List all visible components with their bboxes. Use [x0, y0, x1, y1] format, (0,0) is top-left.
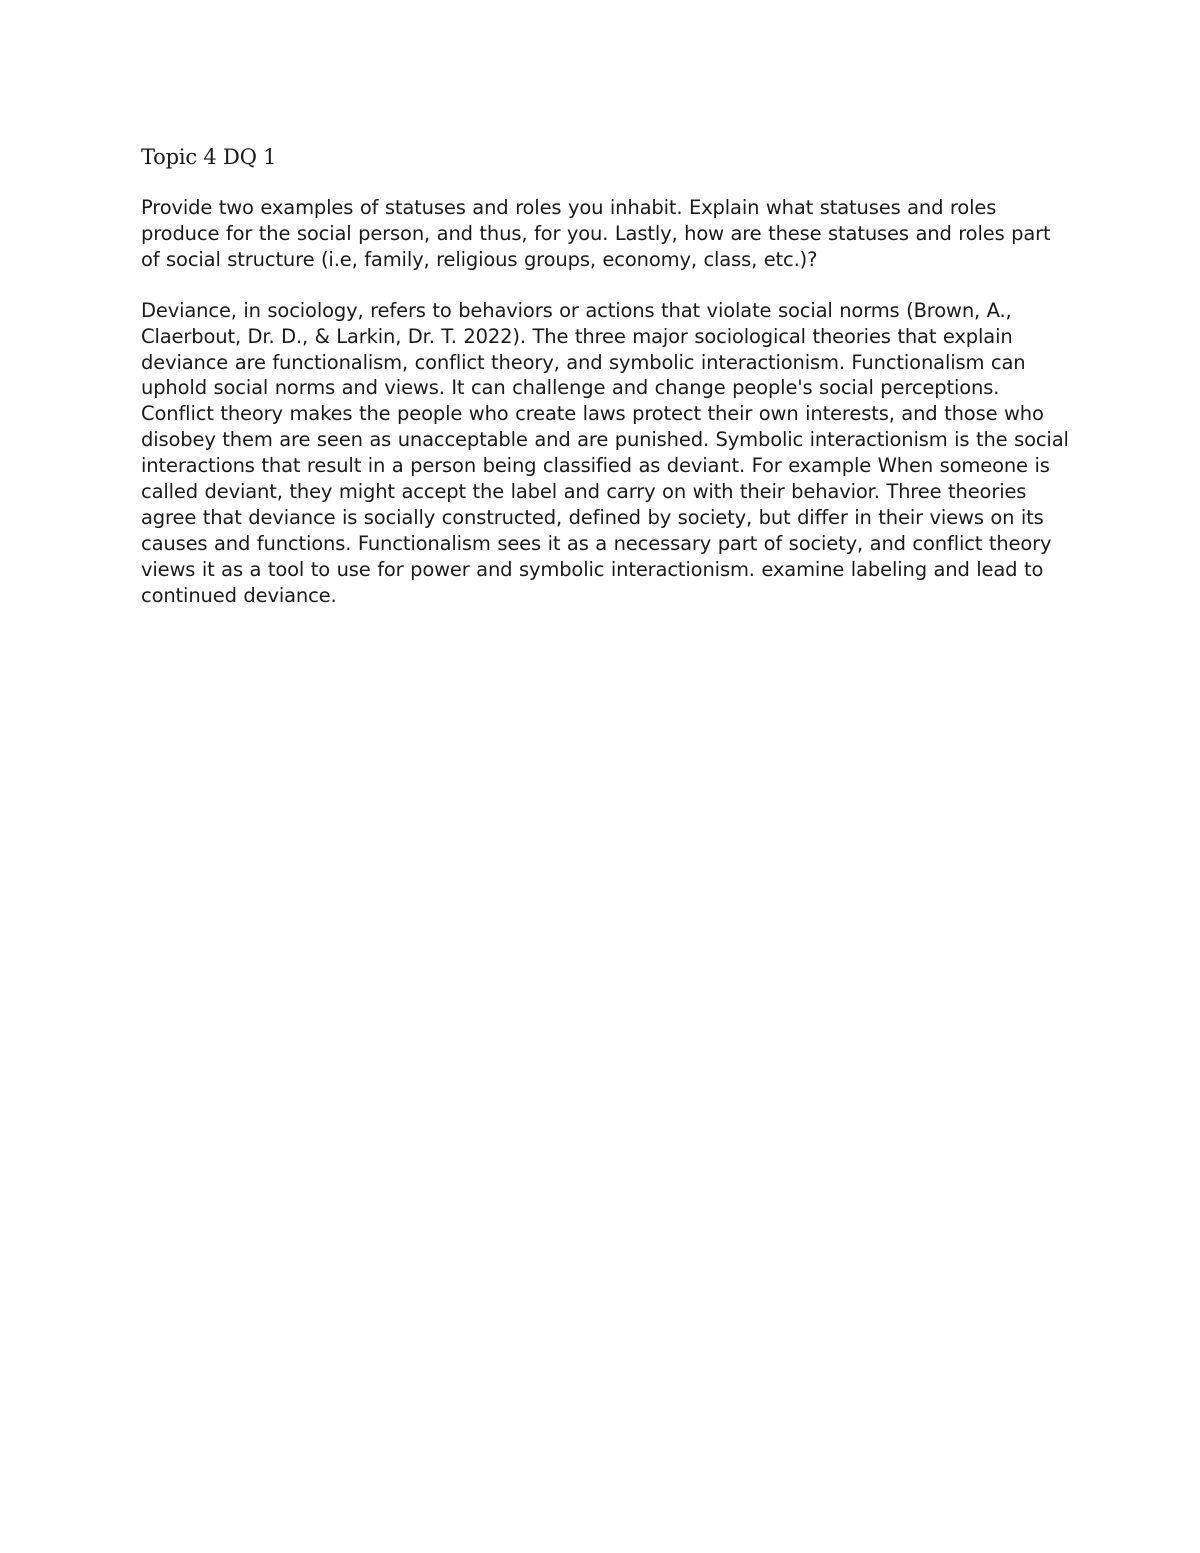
document-body	[141, 143, 1071, 634]
response-paragraph: Deviance, in sociology, refers to behaviors or actions that violate social norms (Brown, A., Claerbout, Dr. D., & Larkin, Dr. T. 2022). The three major sociological theories that explain deviance are functionalism, conflict theory, and symbolic interactionism. Functionalism can uphold social norms and views. It can challenge and change people's social perceptions. Conflict theory makes the people who create laws protect their own interests, and those who disobey them are seen as unacceptable and are punished. Symbolic interactionism is the social interactions that result in a person being classified as deviant. For example When someone is called deviant, they might accept the label and carry on with their behavior. Three theories agree that deviance is socially constructed, defined by society, but differ in their views on its causes and functions. Functionalism sees it as a necessary part of society, and conflict theory views it as a tool to use for power and symbolic interactionism. examine labeling and lead to continued deviance.	[141, 298, 1069, 607]
document-title: Topic 4 DQ 1	[141, 145, 277, 169]
question-prompt: Provide two examples of statuses and roles you inhabit. Explain what statuses and roles produce for the social person, and thus, for you. Lastly, how are these statuses and roles part of social structure (i.e, family, religious groups, economy, class, etc.)?	[141, 196, 1051, 271]
